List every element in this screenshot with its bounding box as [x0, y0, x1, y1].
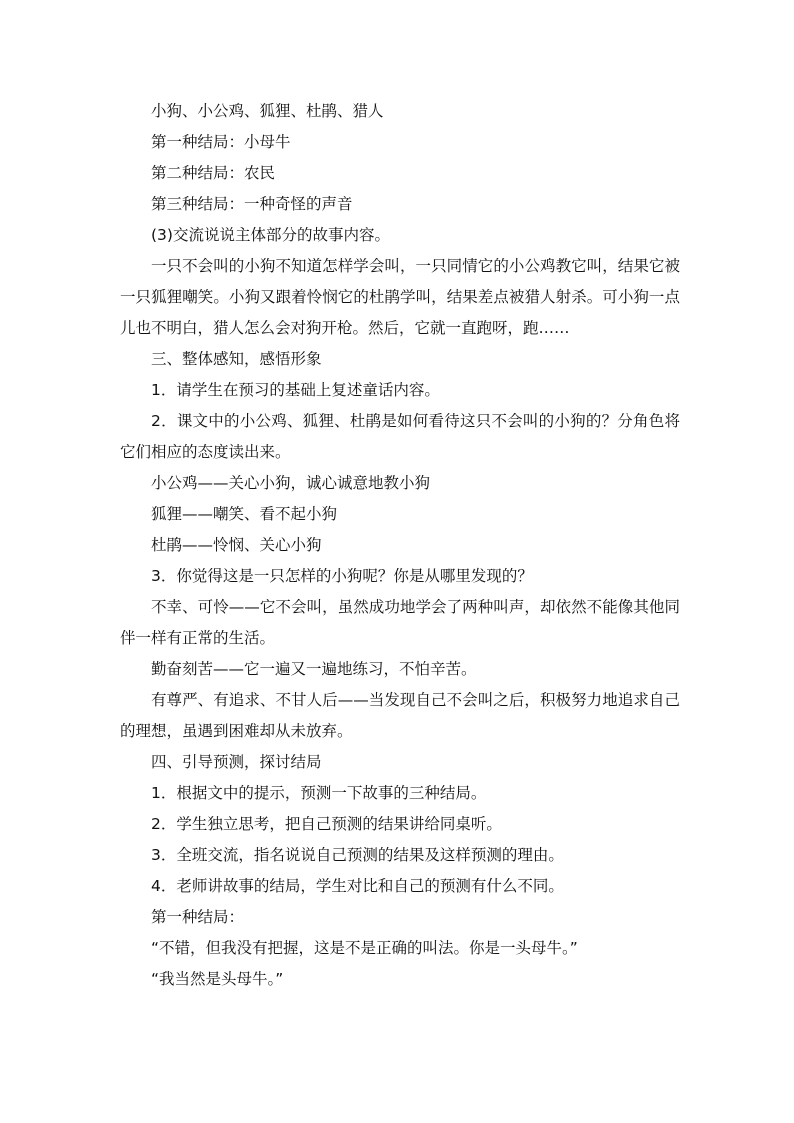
paragraph-ending-1: 第一种结局：小母牛	[151, 133, 291, 151]
paragraph-diligent: 勤奋刻苦——它一遍又一遍地练习，不怕辛苦。	[151, 660, 477, 678]
paragraph-step-3: (3)交流说说主体部分的故事内容。	[151, 226, 390, 244]
paragraph-predict-3: 3．全班交流，指名说说自己预测的结果及这样预测的理由。	[151, 846, 564, 864]
paragraph-characters: 小狗、小公鸡、狐狸、杜鹃、猎人	[151, 102, 384, 120]
section-heading-3: 三、整体感知，感悟形象	[151, 350, 322, 368]
paragraph-item-1: 1．请学生在预习的基础上复述童话内容。	[151, 381, 440, 399]
paragraph-fox: 狐狸——嘲笑、看不起小狗	[151, 505, 338, 523]
document-body	[120, 96, 680, 995]
paragraph-dignity: 有尊严、有追求、不甘人后——当发现自己不会叫之后，积极努力地追求自己的理想，虽遇到困难却从未放弃。	[120, 691, 680, 740]
paragraph-quote-1: “不错，但我没有把握，这是不是正确的叫法。你是一头母牛。”	[151, 939, 578, 957]
paragraph-rooster: 小公鸡——关心小狗，诚心诚意地教小狗	[151, 474, 431, 492]
paragraph-predict-4: 4．老师讲故事的结局，学生对比和自己的预测有什么不同。	[151, 877, 564, 895]
paragraph-ending-3: 第三种结局：一种奇怪的声音	[151, 195, 353, 213]
paragraph-item-3: 3．你觉得这是一只怎样的小狗呢？你是从哪里发现的？	[151, 567, 533, 585]
paragraph-first-ending: 第一种结局：	[151, 908, 245, 926]
paragraph-story-summary: 一只不会叫的小狗不知道怎样学会叫，一只同情它的小公鸡教它叫，结果它被一只狐狸嘲笑。小狗又跟着怜悯它的杜鹃学叫，结果差点被猎人射杀。可小狗一点儿也不明白，猎人怎么会对狗开枪。然后，它就一直跑呀，跑……	[120, 257, 680, 337]
paragraph-predict-2: 2．学生独立思考，把自己预测的结果讲给同桌听。	[151, 815, 502, 833]
paragraph-item-2: 2．课文中的小公鸡、狐狸、杜鹃是如何看待这只不会叫的小狗的？分角色将它们相应的态度读出来。	[120, 412, 680, 461]
paragraph-unfortunate: 不幸、可怜——它不会叫，虽然成功地学会了两种叫声，却依然不能像其他同伴一样有正常的生活。	[120, 598, 680, 647]
section-heading-4: 四、引导预测，探讨结局	[151, 753, 322, 771]
paragraph-cuckoo: 杜鹃——怜悯、关心小狗	[151, 536, 322, 554]
paragraph-quote-2: “我当然是头母牛。”	[151, 970, 284, 988]
paragraph-ending-2: 第二种结局：农民	[151, 164, 276, 182]
paragraph-predict-1: 1．根据文中的提示，预测一下故事的三种结局。	[151, 784, 487, 802]
